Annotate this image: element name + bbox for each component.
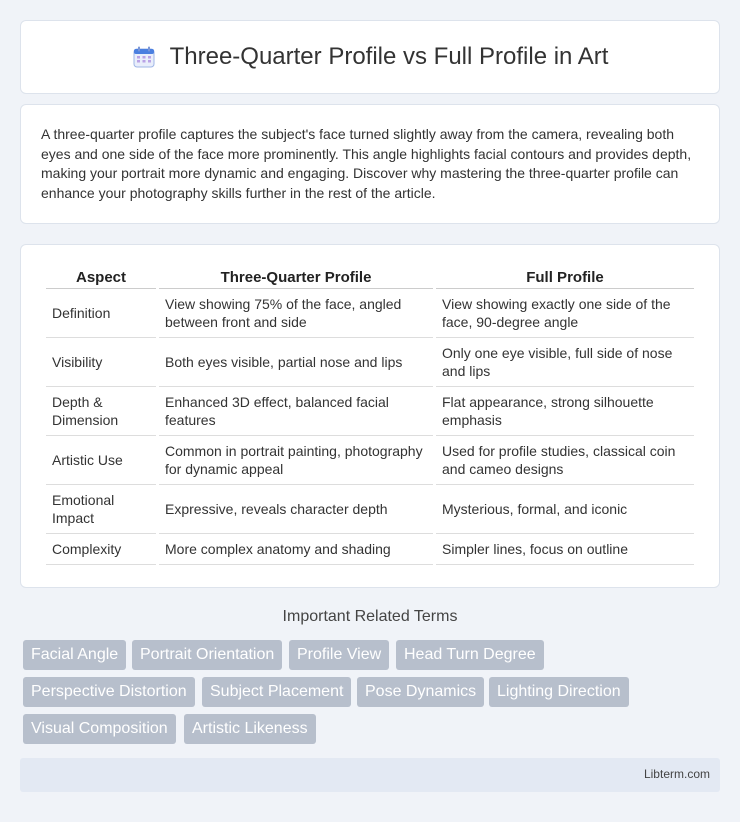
cell-full-profile: Used for profile studies, classical coin and cameo designs <box>436 436 694 485</box>
tag-perspective-distortion[interactable]: Perspective Distortion <box>23 677 195 707</box>
table-header-row <box>46 265 694 289</box>
tag-head-turn-degree[interactable]: Head Turn Degree <box>396 640 544 670</box>
cell-aspect: Artistic Use <box>46 436 156 485</box>
cell-aspect: Visibility <box>46 338 156 387</box>
comparison-table <box>43 265 697 565</box>
tag-pose-dynamics[interactable]: Pose Dynamics <box>357 677 484 707</box>
table-row <box>46 485 694 534</box>
cell-full-profile: View showing exactly one side of the face, 90-degree angle <box>436 289 694 338</box>
cell-three-quarter: Both eyes visible, partial nose and lips <box>159 338 433 387</box>
cell-full-profile: Flat appearance, strong silhouette emphasis <box>436 387 694 436</box>
cell-aspect: Depth & Dimension <box>46 387 156 436</box>
cell-three-quarter: More complex anatomy and shading <box>159 534 433 565</box>
table-row <box>46 436 694 485</box>
related-terms-title: Important Related Terms <box>282 608 458 625</box>
cell-full-profile: Only one eye visible, full side of nose and lips <box>436 338 694 387</box>
page-title: Three-Quarter Profile vs Full Profile in Art <box>169 43 609 70</box>
footer-site-link[interactable]: Libterm.com <box>643 767 710 781</box>
cell-full-profile: Simpler lines, focus on outline <box>436 534 694 565</box>
header-three-quarter: Three-Quarter Profile <box>159 265 433 289</box>
title-card <box>20 20 720 94</box>
intro-card <box>20 104 720 224</box>
cell-aspect: Definition <box>46 289 156 338</box>
cell-three-quarter: Common in portrait painting, photography for dynamic appeal <box>159 436 433 485</box>
table-row <box>46 534 694 565</box>
tag-lighting-direction[interactable]: Lighting Direction <box>489 677 629 707</box>
footer <box>20 758 720 792</box>
header-aspect: Aspect <box>46 265 156 289</box>
cell-full-profile: Mysterious, formal, and iconic <box>436 485 694 534</box>
cell-aspect: Emotional Impact <box>46 485 156 534</box>
tag-subject-placement[interactable]: Subject Placement <box>202 677 351 707</box>
cell-three-quarter: Expressive, reveals character depth <box>159 485 433 534</box>
table-row <box>46 338 694 387</box>
table-row <box>46 289 694 338</box>
tag-artistic-likeness[interactable]: Artistic Likeness <box>184 714 316 744</box>
table-row <box>46 387 694 436</box>
tag-visual-composition[interactable]: Visual Composition <box>23 714 176 744</box>
calendar-icon <box>132 45 156 69</box>
tag-portrait-orientation[interactable]: Portrait Orientation <box>132 640 282 670</box>
cell-three-quarter: Enhanced 3D effect, balanced facial features <box>159 387 433 436</box>
cell-aspect: Complexity <box>46 534 156 565</box>
header-full-profile: Full Profile <box>436 265 694 289</box>
comparison-table-card <box>20 244 720 588</box>
tag-profile-view[interactable]: Profile View <box>289 640 389 670</box>
cell-three-quarter: View showing 75% of the face, angled between front and side <box>159 289 433 338</box>
intro-text: A three-quarter profile captures the subject's face turned slightly away from the camera, revealing both eyes and one side of the face more prominently. This angle highlights facial contours and provides depth, making your portrait more dynamic and engaging. Discover why mastering the three-quarter profile can enhance your photography skills further in the rest of the article. <box>41 126 692 201</box>
tag-facial-angle[interactable]: Facial Angle <box>23 640 126 670</box>
